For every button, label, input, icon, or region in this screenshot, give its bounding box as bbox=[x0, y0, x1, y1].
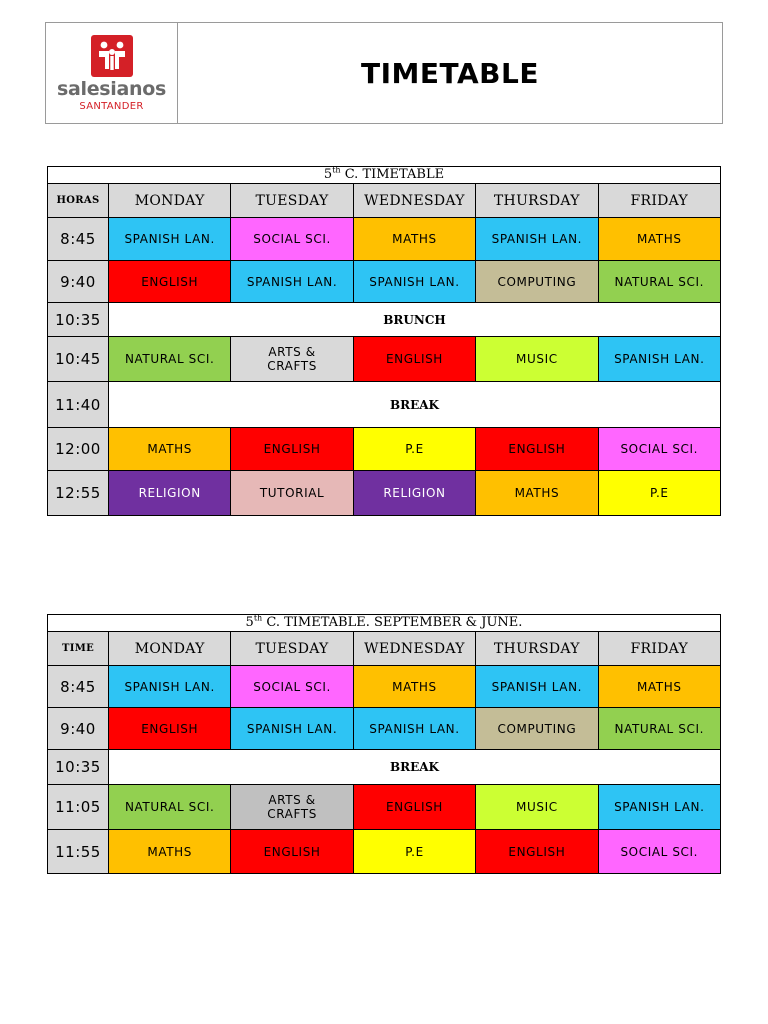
break-label: BRUNCH bbox=[109, 303, 721, 337]
day-header: TUESDAY bbox=[231, 632, 353, 666]
subject-cell: SPANISH LAN. bbox=[476, 666, 598, 708]
break-row bbox=[48, 382, 721, 428]
subject-cell: ENGLISH bbox=[231, 830, 353, 874]
salesianos-logo-icon bbox=[91, 35, 133, 77]
period-time: 8:45 bbox=[48, 666, 109, 708]
day-header: WEDNESDAY bbox=[353, 184, 475, 218]
subject-cell: MATHS bbox=[353, 666, 475, 708]
subject-cell: NATURAL SCI. bbox=[109, 785, 231, 830]
subject-cell: P.E bbox=[353, 428, 475, 471]
subject-cell: SPANISH LAN. bbox=[598, 785, 720, 830]
period-time: 11:05 bbox=[48, 785, 109, 830]
subject-cell: ENGLISH bbox=[231, 428, 353, 471]
subject-cell: MUSIC bbox=[476, 337, 598, 382]
period-row bbox=[48, 428, 721, 471]
day-header: THURSDAY bbox=[476, 184, 598, 218]
school-logo bbox=[46, 23, 178, 123]
day-header: MONDAY bbox=[109, 184, 231, 218]
subject-cell: SPANISH LAN. bbox=[109, 666, 231, 708]
period-time: 10:45 bbox=[48, 337, 109, 382]
period-time: 12:00 bbox=[48, 428, 109, 471]
logo-name: salesianos bbox=[56, 77, 167, 100]
subject-cell: ARTS & CRAFTS bbox=[231, 337, 353, 382]
subject-cell: COMPUTING bbox=[476, 261, 598, 303]
timetable-title: 5th C. TIMETABLE bbox=[48, 167, 721, 184]
period-row bbox=[48, 708, 721, 750]
time-column-header: TIME bbox=[48, 632, 109, 666]
period-row bbox=[48, 218, 721, 261]
period-time: 11:55 bbox=[48, 830, 109, 874]
page-header bbox=[45, 22, 723, 124]
break-row bbox=[48, 750, 721, 785]
subject-cell: SPANISH LAN. bbox=[476, 218, 598, 261]
subject-cell: ENGLISH bbox=[353, 337, 475, 382]
subject-cell: TUTORIAL bbox=[231, 471, 353, 516]
subject-cell: SPANISH LAN. bbox=[231, 708, 353, 750]
subject-cell: P.E bbox=[353, 830, 475, 874]
subject-cell: ENGLISH bbox=[109, 708, 231, 750]
time-column-header: HORAS bbox=[48, 184, 109, 218]
subject-cell: MATHS bbox=[353, 218, 475, 261]
break-label: BREAK bbox=[109, 382, 721, 428]
subject-cell: NATURAL SCI. bbox=[598, 261, 720, 303]
period-row bbox=[48, 830, 721, 874]
day-header: THURSDAY bbox=[476, 632, 598, 666]
subject-cell: SOCIAL SCI. bbox=[231, 666, 353, 708]
logo-city: SANTANDER bbox=[79, 100, 144, 112]
subject-cell: SPANISH LAN. bbox=[353, 261, 475, 303]
period-time: 8:45 bbox=[48, 218, 109, 261]
period-row bbox=[48, 261, 721, 303]
period-row bbox=[48, 337, 721, 382]
subject-cell: ARTS & CRAFTS bbox=[231, 785, 353, 830]
subject-cell: MATHS bbox=[109, 428, 231, 471]
day-header: MONDAY bbox=[109, 632, 231, 666]
timetable-september-june bbox=[47, 614, 721, 874]
subject-cell: SPANISH LAN. bbox=[353, 708, 475, 750]
subject-cell: ENGLISH bbox=[109, 261, 231, 303]
subject-cell: MUSIC bbox=[476, 785, 598, 830]
timetable-title-row bbox=[48, 167, 721, 184]
day-header: FRIDAY bbox=[598, 184, 720, 218]
subject-cell: NATURAL SCI. bbox=[598, 708, 720, 750]
subject-cell: MATHS bbox=[598, 218, 720, 261]
timetable-regular bbox=[47, 166, 721, 516]
subject-cell: SPANISH LAN. bbox=[109, 218, 231, 261]
subject-cell: SPANISH LAN. bbox=[231, 261, 353, 303]
period-time: 10:35 bbox=[48, 750, 109, 785]
subject-cell: RELIGION bbox=[109, 471, 231, 516]
subject-cell: RELIGION bbox=[353, 471, 475, 516]
subject-cell: SPANISH LAN. bbox=[598, 337, 720, 382]
subject-cell: MATHS bbox=[598, 666, 720, 708]
period-row bbox=[48, 666, 721, 708]
period-time: 10:35 bbox=[48, 303, 109, 337]
break-row bbox=[48, 303, 721, 337]
day-header-row bbox=[48, 184, 721, 218]
period-row bbox=[48, 785, 721, 830]
timetable-title-row bbox=[48, 615, 721, 632]
period-time: 12:55 bbox=[48, 471, 109, 516]
break-label: BREAK bbox=[109, 750, 721, 785]
page-title: TIMETABLE bbox=[361, 56, 539, 90]
subject-cell: SOCIAL SCI. bbox=[231, 218, 353, 261]
subject-cell: ENGLISH bbox=[353, 785, 475, 830]
period-time: 9:40 bbox=[48, 708, 109, 750]
subject-cell: MATHS bbox=[476, 471, 598, 516]
period-time: 11:40 bbox=[48, 382, 109, 428]
subject-cell: SOCIAL SCI. bbox=[598, 428, 720, 471]
subject-cell: MATHS bbox=[109, 830, 231, 874]
period-row bbox=[48, 471, 721, 516]
day-header: TUESDAY bbox=[231, 184, 353, 218]
subject-cell: COMPUTING bbox=[476, 708, 598, 750]
day-header: FRIDAY bbox=[598, 632, 720, 666]
timetable-title: 5th C. TIMETABLE. SEPTEMBER & JUNE. bbox=[48, 615, 721, 632]
subject-cell: NATURAL SCI. bbox=[109, 337, 231, 382]
subject-cell: P.E bbox=[598, 471, 720, 516]
period-time: 9:40 bbox=[48, 261, 109, 303]
subject-cell: ENGLISH bbox=[476, 830, 598, 874]
subject-cell: SOCIAL SCI. bbox=[598, 830, 720, 874]
day-header-row bbox=[48, 632, 721, 666]
day-header: WEDNESDAY bbox=[353, 632, 475, 666]
subject-cell: ENGLISH bbox=[476, 428, 598, 471]
